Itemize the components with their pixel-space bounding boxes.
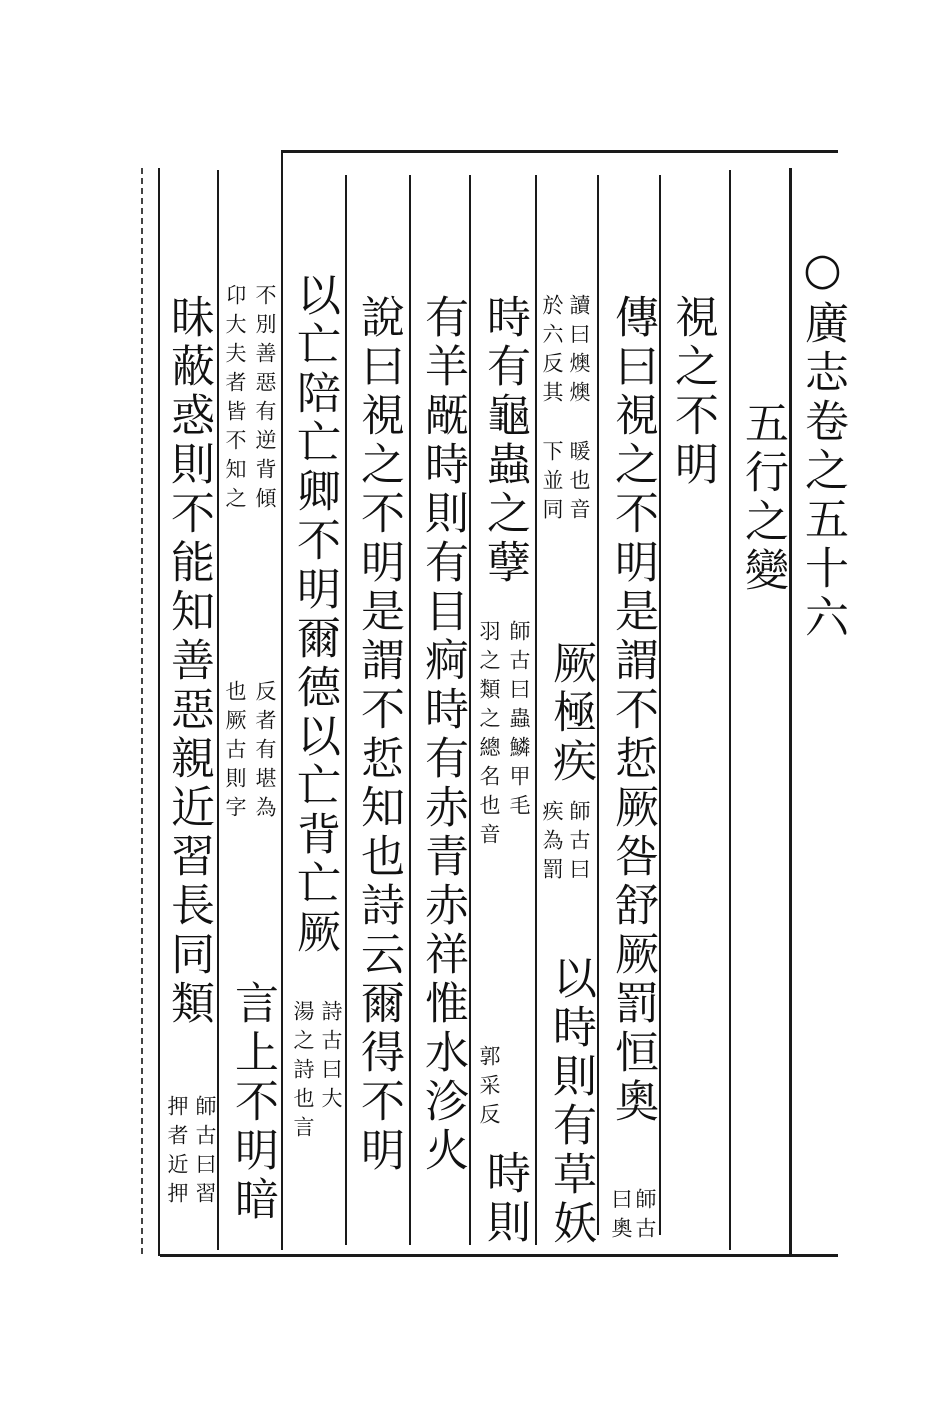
annotation-left: 郭采反 xyxy=(477,1045,501,1132)
annotation-left: 曰奧 xyxy=(609,1188,633,1246)
text-column-9: 以亡陪亡卿不明爾德以亡背亡厥 xyxy=(289,272,340,958)
top-border-rule xyxy=(282,150,838,153)
annotation-right: 讀曰燠燠 xyxy=(567,294,591,410)
annotation-left: 押者近押 xyxy=(165,1095,189,1211)
annotation-right: 詩古曰大 xyxy=(319,1000,343,1116)
annotation-right: 暖也音 xyxy=(567,440,591,527)
annotation-right: 師古曰習 xyxy=(193,1095,217,1211)
annotation-right: 師古曰 xyxy=(567,800,591,887)
fold-line xyxy=(141,168,143,1254)
annotation-left: 卬大夫者皆不知之 xyxy=(223,284,247,516)
annotation-right: 師古曰蟲鱗甲毛 xyxy=(507,620,531,823)
text-column-11: 昧蔽惑則不能知善惡親近習長同類 xyxy=(163,294,214,1029)
text-column-5b: 以時則有草妖 xyxy=(545,955,596,1249)
right-border-rule xyxy=(789,168,792,1254)
column-divider xyxy=(729,170,731,1250)
bottom-border-rule xyxy=(160,1254,838,1257)
text-column-6: 時有龜蟲之孽 xyxy=(479,294,530,588)
annotation-left: 於六反其 xyxy=(540,294,564,410)
column-divider xyxy=(345,175,347,1245)
annotation-right: 反者有堪為 xyxy=(253,680,277,825)
column-divider xyxy=(597,175,599,1235)
column-divider xyxy=(469,175,471,1245)
annotation-right: 不別善惡有逆背傾 xyxy=(253,284,277,516)
column-divider xyxy=(409,175,411,1245)
left-border-rule xyxy=(158,168,160,1256)
section-heading: 五行之變 xyxy=(737,400,788,596)
text-column-8: 說曰視之不明是謂不悊知也詩云爾得不明 xyxy=(353,294,404,1176)
column-divider xyxy=(281,150,283,1250)
volume-title: ○廣志卷之五十六 xyxy=(797,244,848,643)
text-column-10: 言上不明暗 xyxy=(227,980,278,1225)
text-column-4: 傳曰視之不明是謂不悊厥咎舒厥罰恒奧 xyxy=(607,294,658,1127)
annotation-right: 師古 xyxy=(633,1188,657,1246)
subsection-heading: 視之不明 xyxy=(667,294,718,490)
text-column-5: 厥極疾 xyxy=(545,640,596,787)
column-divider xyxy=(535,175,537,1245)
annotation-left: 湯之詩也言 xyxy=(291,1000,315,1145)
text-column-6b: 時則 xyxy=(479,1150,530,1248)
text-column-7: 有羊旤時則有目痾時有赤青赤祥惟水沴火 xyxy=(417,294,468,1176)
annotation-left: 疾為罰 xyxy=(540,800,564,887)
annotation-left: 下並同 xyxy=(540,440,564,527)
column-divider xyxy=(217,170,219,1250)
annotation-left: 羽之類之總名也音 xyxy=(477,620,501,852)
column-divider xyxy=(659,175,661,1235)
annotation-left: 也厥古則字 xyxy=(223,680,247,825)
